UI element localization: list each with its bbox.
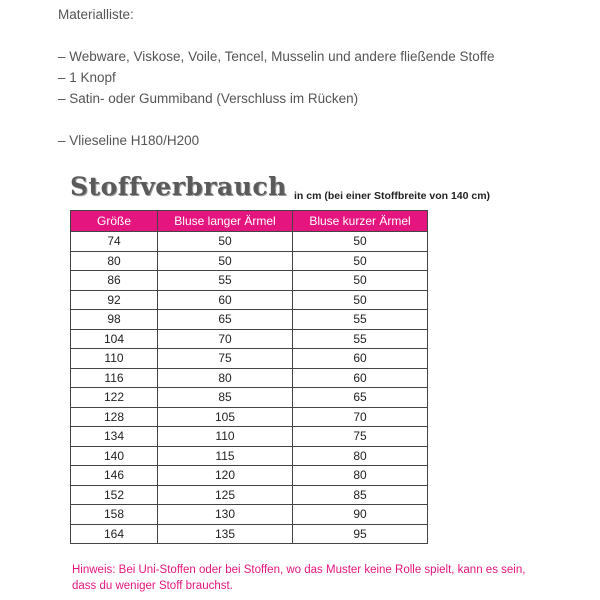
- table-cell: 104: [71, 329, 158, 349]
- hint-note: [72, 562, 572, 594]
- fabric-usage-figure: [62, 170, 532, 544]
- table-cell: 116: [71, 368, 158, 388]
- table-cell: 110: [71, 349, 158, 369]
- table-cell: 80: [71, 251, 158, 271]
- table-row: [71, 349, 428, 369]
- table-row: [71, 271, 428, 291]
- table-row: [71, 232, 428, 252]
- table-cell: 75: [158, 349, 293, 369]
- table-cell: 80: [293, 466, 428, 486]
- table-cell: 85: [293, 485, 428, 505]
- table-cell: 115: [158, 446, 293, 466]
- table-cell: 60: [158, 290, 293, 310]
- table-row: [71, 388, 428, 408]
- table-row: [71, 329, 428, 349]
- table-cell: 60: [293, 368, 428, 388]
- table-cell: 75: [293, 427, 428, 447]
- table-cell: 92: [71, 290, 158, 310]
- table-row: [71, 446, 428, 466]
- table-row: [71, 524, 428, 544]
- table-cell: 65: [158, 310, 293, 330]
- table-row: [71, 485, 428, 505]
- table-row: [71, 505, 428, 525]
- table-cell: 122: [71, 388, 158, 408]
- table-cell: 55: [158, 271, 293, 291]
- table-cell: 86: [71, 271, 158, 291]
- table-cell: 50: [293, 271, 428, 291]
- table-cell: 50: [158, 251, 293, 271]
- table-cell: 50: [293, 232, 428, 252]
- column-header-long-sleeve: Bluse langer Ärmel: [158, 211, 293, 232]
- table-cell: 120: [158, 466, 293, 486]
- table-cell: 74: [71, 232, 158, 252]
- table-row: [71, 290, 428, 310]
- table-cell: 50: [158, 232, 293, 252]
- table-cell: 70: [158, 329, 293, 349]
- figure-subtitle: in cm (bei einer Stoffbreite von 140 cm): [294, 190, 491, 202]
- column-header-short-sleeve: Bluse kurzer Ärmel: [293, 211, 428, 232]
- material-list: [58, 4, 588, 151]
- table-cell: 95: [293, 524, 428, 544]
- figure-title: Stoffverbrauch: [70, 172, 287, 201]
- table-cell: 85: [158, 388, 293, 408]
- table-row: [71, 251, 428, 271]
- table-cell: 146: [71, 466, 158, 486]
- figure-title-row: [62, 170, 532, 210]
- hint-note-line: Hinweis: Bei Uni-Stoffen oder bei Stoffen, wo das Muster keine Rolle spielt, kann es sein,: [72, 564, 526, 576]
- table-cell: 55: [293, 310, 428, 330]
- table-cell: 70: [293, 407, 428, 427]
- table-cell: 125: [158, 485, 293, 505]
- table-row: [71, 427, 428, 447]
- table-cell: 80: [293, 446, 428, 466]
- table-cell: 135: [158, 524, 293, 544]
- table-row: [71, 368, 428, 388]
- column-header-size: Größe: [71, 211, 158, 232]
- table-cell: 65: [293, 388, 428, 408]
- table-row: [71, 466, 428, 486]
- material-list-heading: Materialliste:: [58, 7, 134, 22]
- table-header-row: [71, 211, 428, 232]
- table-cell: 60: [293, 349, 428, 369]
- hint-note-line: dass du weniger Stoff brauchst.: [72, 580, 233, 592]
- table-cell: 55: [293, 329, 428, 349]
- material-item: – Webware, Viskose, Voile, Tencel, Musselin und andere fließende Stoffe: [58, 49, 495, 64]
- material-item: – 1 Knopf: [58, 70, 116, 85]
- table-cell: 110: [158, 427, 293, 447]
- material-item-extra: – Vlieseline H180/H200: [58, 133, 200, 148]
- table-cell: 158: [71, 505, 158, 525]
- table-cell: 134: [71, 427, 158, 447]
- table-cell: 98: [71, 310, 158, 330]
- table-cell: 130: [158, 505, 293, 525]
- table-cell: 50: [293, 290, 428, 310]
- table-cell: 105: [158, 407, 293, 427]
- table-cell: 128: [71, 407, 158, 427]
- table-row: [71, 407, 428, 427]
- material-item: – Satin- oder Gummiband (Verschluss im Rücken): [58, 91, 359, 106]
- table-cell: 80: [158, 368, 293, 388]
- table-cell: 152: [71, 485, 158, 505]
- table-row: [71, 310, 428, 330]
- fabric-usage-table: [70, 210, 428, 544]
- table-body: [71, 232, 428, 544]
- table-cell: 90: [293, 505, 428, 525]
- table-cell: 140: [71, 446, 158, 466]
- table-cell: 164: [71, 524, 158, 544]
- table-cell: 50: [293, 251, 428, 271]
